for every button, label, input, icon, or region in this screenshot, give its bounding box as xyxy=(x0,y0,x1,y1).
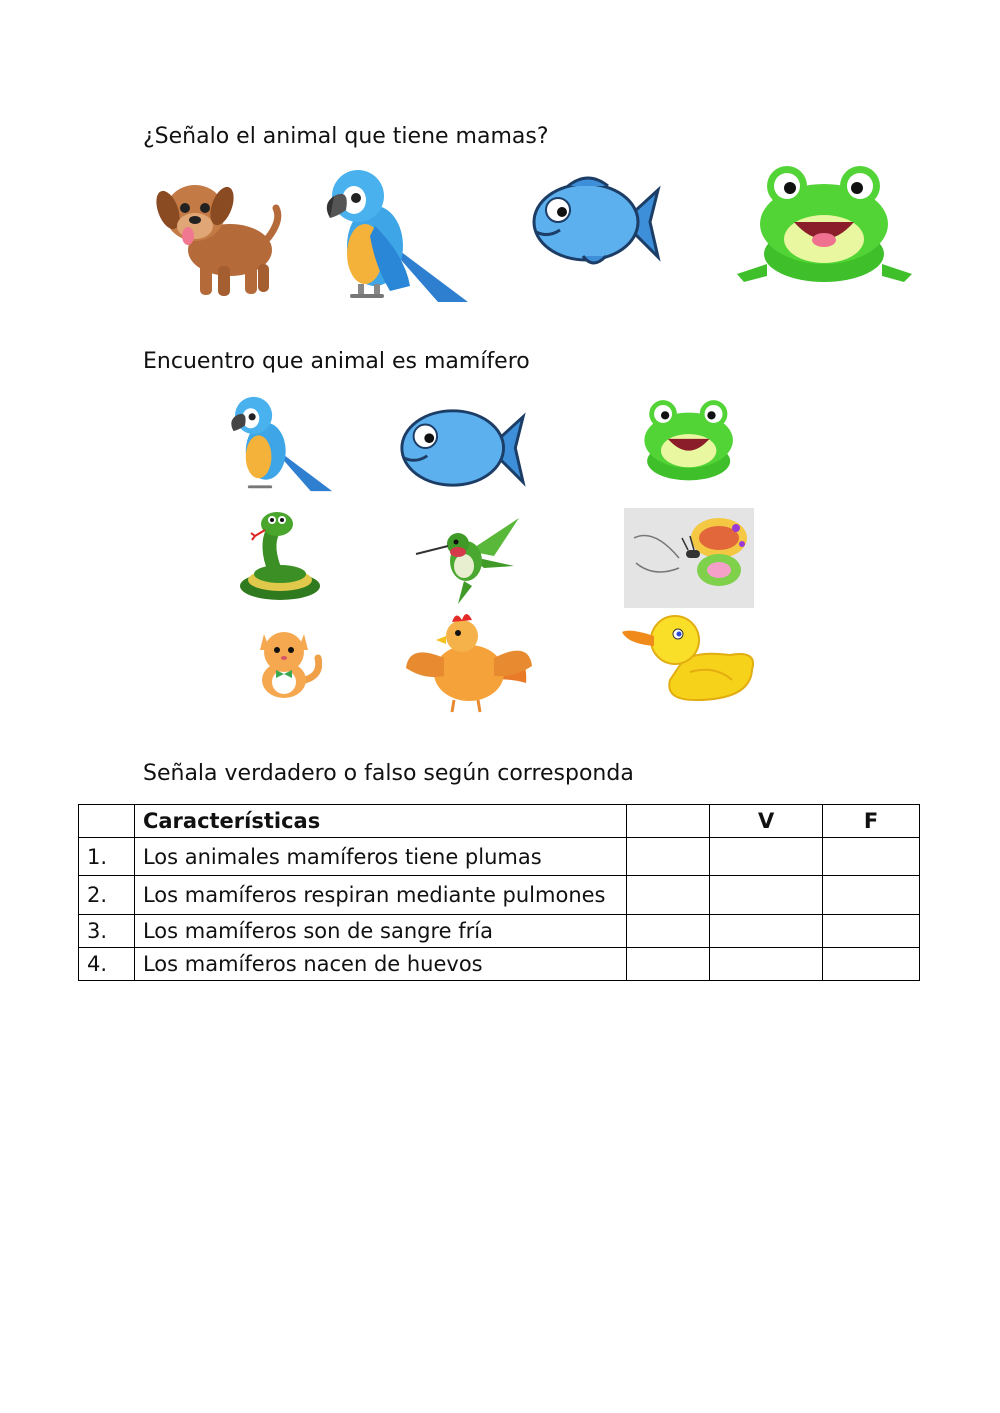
header-f: F xyxy=(823,805,920,838)
false-answer-cell[interactable] xyxy=(823,838,920,876)
table-row xyxy=(79,948,920,981)
question-2: Encuentro que animal es mamífero xyxy=(143,349,530,374)
dog-icon[interactable] xyxy=(150,168,285,303)
table-header-row xyxy=(79,805,920,838)
row-number: 2. xyxy=(79,876,135,915)
table-row xyxy=(79,876,920,915)
header-label: Características xyxy=(134,805,626,838)
fish-icon[interactable] xyxy=(396,398,528,498)
cat-icon[interactable] xyxy=(250,620,322,700)
question-3: Señala verdadero o falso según corresponda xyxy=(143,761,634,786)
frog-icon[interactable] xyxy=(625,392,753,492)
false-answer-cell[interactable] xyxy=(823,915,920,948)
row-statement: Los mamíferos respiran mediante pulmones xyxy=(134,876,626,915)
header-blank xyxy=(627,805,710,838)
fish-icon[interactable] xyxy=(528,172,663,272)
row-statement: Los animales mamíferos tiene plumas xyxy=(134,838,626,876)
row-blank-cell xyxy=(627,915,710,948)
header-v: V xyxy=(710,805,823,838)
snake-icon[interactable] xyxy=(235,506,325,606)
true-answer-cell[interactable] xyxy=(710,838,823,876)
question-1: ¿Señalo el animal que tiene mamas? xyxy=(143,124,549,149)
row-statement: Los mamíferos son de sangre fría xyxy=(134,915,626,948)
parrot-icon[interactable] xyxy=(320,166,470,306)
table-row xyxy=(79,915,920,948)
row-blank-cell xyxy=(627,838,710,876)
row-number: 4. xyxy=(79,948,135,981)
true-answer-cell[interactable] xyxy=(710,915,823,948)
parrot-icon[interactable] xyxy=(225,394,335,494)
table-row xyxy=(79,838,920,876)
frog-icon[interactable] xyxy=(732,164,917,289)
butterfly-icon[interactable] xyxy=(624,508,754,608)
row-number: 3. xyxy=(79,915,135,948)
row-blank-cell xyxy=(627,876,710,915)
row-statement: Los mamíferos nacen de huevos xyxy=(134,948,626,981)
true-false-table xyxy=(78,804,920,981)
false-answer-cell[interactable] xyxy=(823,876,920,915)
header-num xyxy=(79,805,135,838)
false-answer-cell[interactable] xyxy=(823,948,920,981)
hummingbird-icon[interactable] xyxy=(414,506,524,606)
true-answer-cell[interactable] xyxy=(710,948,823,981)
row-number: 1. xyxy=(79,838,135,876)
row-blank-cell xyxy=(627,948,710,981)
duck-icon[interactable] xyxy=(620,610,760,705)
hen-icon[interactable] xyxy=(404,608,534,713)
true-answer-cell[interactable] xyxy=(710,876,823,915)
